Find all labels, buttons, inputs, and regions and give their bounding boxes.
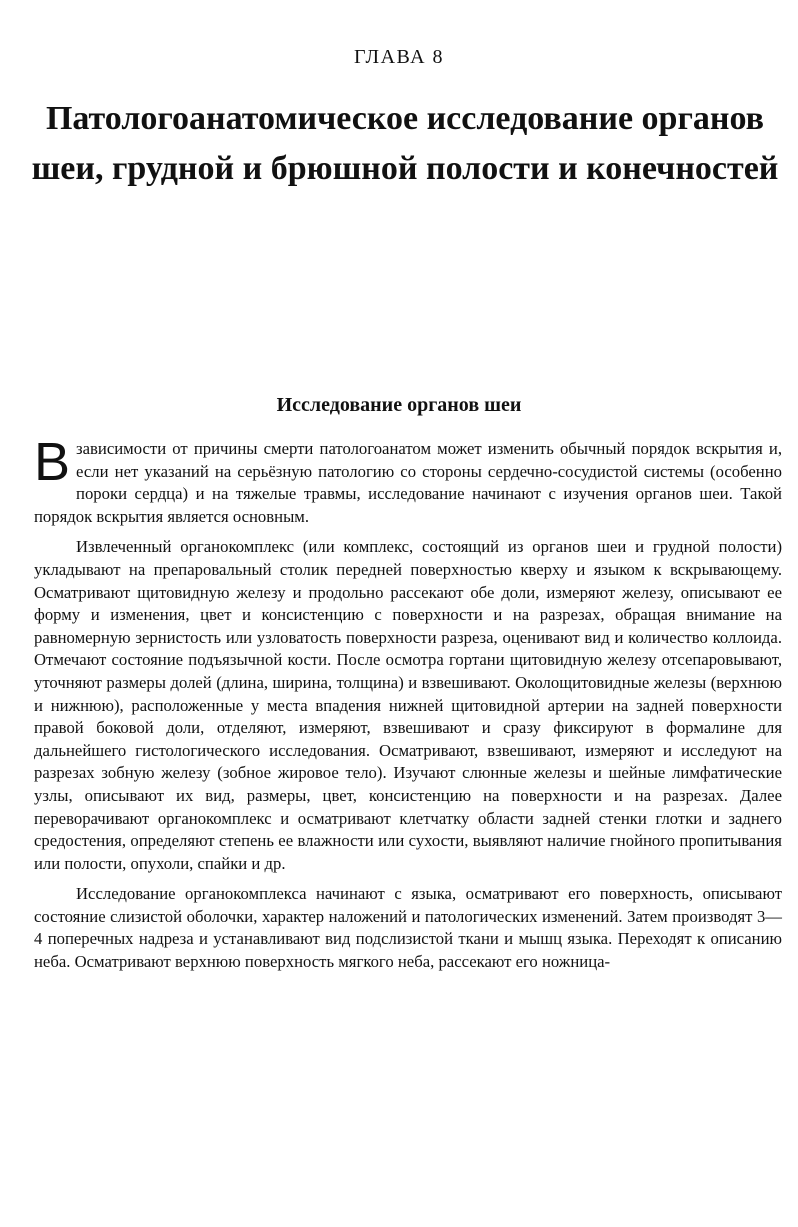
chapter-title: Патологоанатомическое исследование органов шеи, грудной и брюшной полости и конечностей [31, 100, 779, 187]
paragraph-1-text: зависимости от причины смерти патологоанатом может изменить обычный порядок вскрытия и, если нет указаний на серьёзную патологию со стороны сердечно-сосудистой системы (особенно пороки сердца) и на тяжелые травмы, исследование начинают с изучения органов шеи. Такой порядок вскрытия является основным. [34, 439, 782, 526]
section-heading: Исследование органов шеи [276, 394, 522, 416]
body-text [34, 432, 782, 982]
paragraph-1 [34, 432, 782, 528]
chapter-number: ГЛАВА 8 [353, 46, 445, 68]
drop-cap: В [34, 432, 71, 492]
paragraph-3: Исследование органокомплекса начинают с языка, осматривают его поверхность, описывают состояние слизистой оболочки, характер наложений и патологических изменений. Затем производят 3—4 поперечных надреза и устанавливают вид подслизистой ткани и мышц языка. Переходят к описанию неба. Осматривают верхнюю поверхность мягкого неба, рассекают его ножница- [34, 884, 782, 972]
paragraph-2: Извлеченный органокомплекс (или комплекс, состоящий из органов шеи и грудной полости) укладывают на препаровальный столик передней поверхностью кверху и языком к вскрывающему. Осматривают щитовидную железу и продольно рассекают обе доли, измеряют железу, описывают ее форму и изменения, цвет и консистенцию с поверхности и на разрезах, обращая внимание на равномерную зернистость или узловатость поверхности разреза, оценивают вид и количество коллоида. Отмечают состояние подъязычной кости. После осмотра гортани щитовидную железу отсепаровывают, уточняют размеры долей (длина, ширина, толщина) и взвешивают. Околощитовидные железы (верхнюю и нижнюю), расположенные у места впадения нижней щитовидной артерии на задней поверхности правой боковой доли, отделяют, измеряют, взвешивают и сразу фиксируют в формалине для дальнейшего гистологического исследования. Осматривают, взвешивают, измеряют и исследуют на разрезах зобную железу (зобное жировое тело). Изучают слюнные железы и шейные лимфатические узлы, описывают их вид, размеры, цвет, консистенцию на поверхности и на разрезах. Далее переворачивают органокомплекс и осматривают клетчатку области задней стенки глотки и заднего средостения, определяют степень ее влажности или сухости, выявляют наличие гнойного пропитывания или полости, опухоли, спайки и др. [34, 537, 782, 873]
